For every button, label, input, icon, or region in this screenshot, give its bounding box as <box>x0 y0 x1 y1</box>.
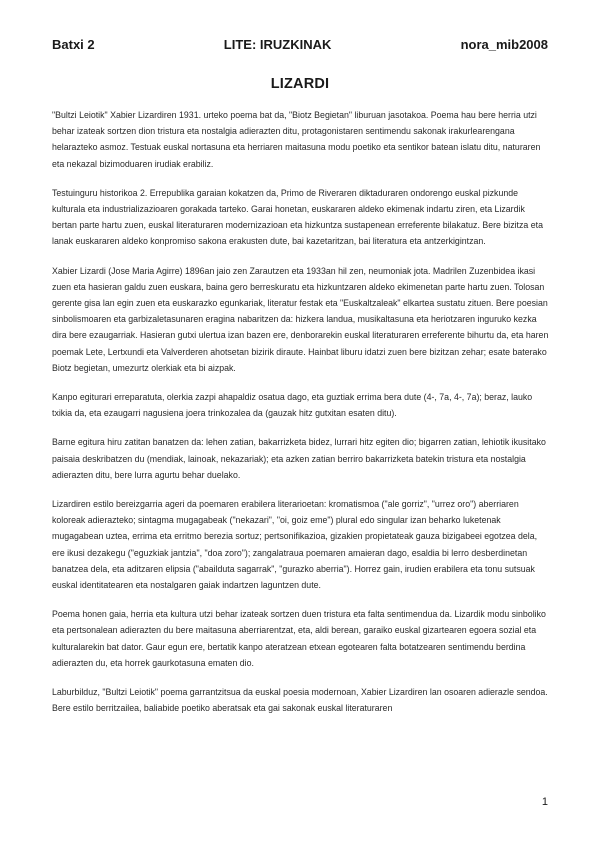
header-author-label: nora_mib2008 <box>460 37 548 52</box>
paragraph-biography: Xabier Lizardi (Jose Maria Agirre) 1896an jaio zen Zarautzen eta 1933an hil zen, neumoniak jota. Madrilen Zuzenbidea ikasi zuen eta hasieran galdu zuen euskara, baina gero berreskuratu eta hizkuntzaren aldeko ekimenetan parte hartu zuen. Tolosan gerente gisa lan egin zuen eta euskarazko egunkariak, literatur festak eta "Euskaltzaleak" elkartea sustatu zituen. Bere poesian sinbolismoaren eta garbizaletasunaren eragina nabaritzen da: hizkera landua, musikaltasuna eta heriotzaren inguruko kezka dira bere ezaugarriak. Hasieran gutxi ulertua izan bazen ere, denborarekin euskal literaturaren erreferente bihurtu da, eta haren poemak Lete, Lertxundi eta Valverderen ahotsetan bizirik diraute. Hainbat liburu idatzi zuen bere bizitzan zehar; esate baterako Biotz begietan, umezurtz olerkiak eta bi aizpak. <box>52 265 549 373</box>
header-subject-label: LITE: IRUZKINAK <box>223 37 332 52</box>
paragraph-historical-context: Testuinguru historikoa 2. Errepublika garaian kokatzen da, Primo de Riveraren diktaduraren ondorengo euskal pizkunde kulturala eta industrializazioaren gorakada tarteko. Garai honetan, euskararen aldeko ekimenak indartu ziren, eta Lizardik bertan parte hartu zuen, euskal literaturaren modernizazioan eta hizkuntza sustapenean erreferente bilakatuz. Bere bizitza eta lanak euskararen aldeko konpromiso sakona erakusten dute, bai kazetaritzan, bai literatura eta antzerkigintzan. <box>52 187 543 247</box>
page-number: 1 <box>541 796 548 808</box>
paragraph-style: Lizardiren estilo bereizgarria ageri da poemaren erabilera literarioetan: kromatismoa ("ale gorriz", "urrez oro") aberriaren koloreak adierazteko; sintagma mugagabeak ("nekazari", "oi, goiz eme") plural edo singular izan beharko luketenak mugagabean uztea, errima eta erritmo berezia sortuz; pertsonifikazioa, gizakien propietateak gauza bizigabeei egotzea dela, ere ikusi dezakegu ("eguzkiak jantzia", "doa zoro"); zangalatraua poemaren amaieran dago, esaldia bi lerro desberdinetan banatzea dela, eta aditzaren elipsia ("abailduta sagarrak", "gurazko aberria"). Horrez gain, irudien erabilera eta tonu sutsuak euskal identitatearen eta nostalgaren gaiak indartzen laguntzen dute. <box>52 499 538 591</box>
header-class-label: Batxi 2 <box>52 37 95 52</box>
document-body <box>52 107 549 730</box>
document-title: LIZARDI <box>270 76 330 92</box>
paragraph-conclusion: Laburbilduz, "Bultzi Leiotik" poema garrantzitsua da euskal poesia modernoan, Xabier Lizardiren lan osoaren adierazle sendoa. Bere estilo berritzailea, baliabide poetiko aberatsak eta gai sakonak euskal literaturaren <box>52 687 548 714</box>
page-header <box>52 37 548 52</box>
paragraph-external-structure: Kanpo egiturari erreparatuta, olerkia zazpi ahapaldiz osatua dago, eta guztiak errima bera dute (4-, 7a, 4-, 7a); beraz, lauko txikia da, eta ezaugarri nagusiena joera trinkozalea da (gauzak hitz gutxitan esaten ditu). <box>52 392 533 419</box>
paragraph-theme: Poema honen gaia, herria eta kultura utzi behar izateak sortzen duen tristura eta falta sentimendua da. Lizardik modu sinboliko eta pertsonalean adierazten du bere maitasuna aberriarentzat, eta, aldi berean, garaiko euskal gizartearen egoera sozial eta kulturalarekin bat dator. Gaur egun ere, bertatik kanpo ateratzean etxean egotearen falta botatzearen sentimendu berdina adierazten du, eta horrek gaurkotasuna ematen dio. <box>52 609 546 668</box>
paragraph-intro: "Bultzi Leiotik" Xabier Lizardiren 1931. urteko poema bat da, "Biotz Begietan" liburuan jasotakoa. Poema hau bere herria utzi behar izateak sortzen dion tristura eta nostalgia adierazten ditu, protagonistaren sentimendu sakonak irakurlearengana helarazteko asmoz. Testuak euskal nortasuna eta herriaren maitasuna modu poetiko eta sentikor batean islatu ditu, naturaren eta nekazal bizimoduaren irudiak erabiliz. <box>52 110 541 169</box>
paragraph-internal-structure: Barne egitura hiru zatitan banatzen da: lehen zatian, bakarrizketa bidez, lurrari hitz egiten dio; bigarren zatian, lehiotik ikusitako paisaia deskribatzen du (mendiak, lainoak, nekazariak); eta azken zatian berriro bakarrizketa batekin tristura eta nostalgia adierazten ditu, bere lurra agurtu behar duelako. <box>52 437 546 480</box>
